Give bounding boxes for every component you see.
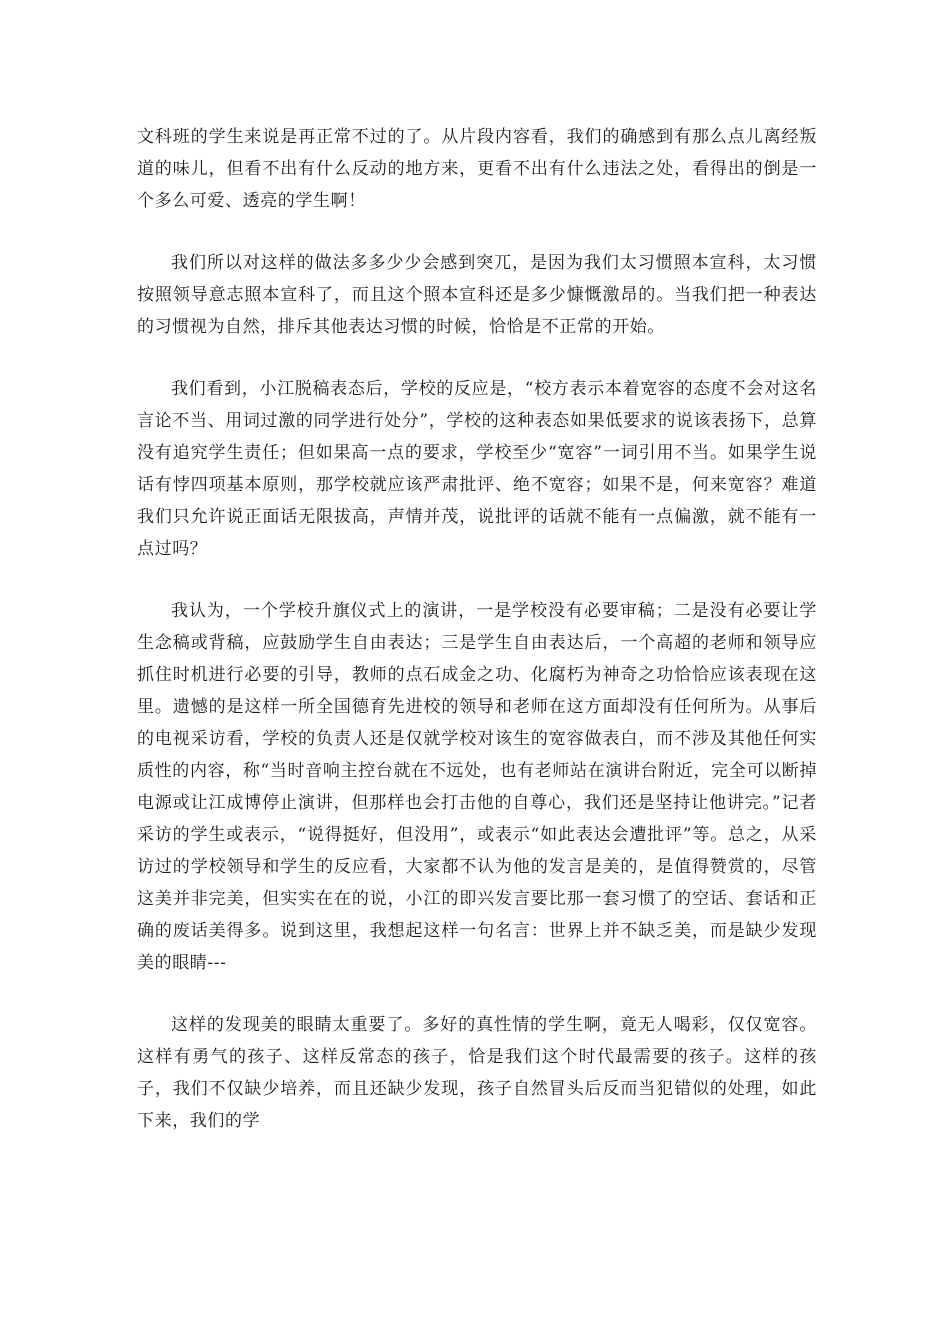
document-body [137,121,817,1167]
paragraph-3: 我们看到，小江脱稿表态后，学校的反应是，“校方表示本着宽容的态度不会对这名言论不当、用词过激的同学进行处分”，学校的这种表态如果低要求的说该表扬下，总算没有追究学生责任；但如果高一点的要求，学校至少“宽容”一词引用不当。如果学生说话有悖四项基本原则，那学校就应该严肃批评、绝不宽容；如果不是，何来宽容？难道我们只允许说正面话无限拔高，声情并茂，说批评的话就不能有一点偏激，就不能有一点过吗？ [137,379,817,559]
paragraph-4: 我认为，一个学校升旗仪式上的演讲，一是学校没有必要审稿；二是没有必要让学生念稿或背稿，应鼓励学生自由表达；三是学生自由表达后，一个高超的老师和领导应抓住时机进行必要的引导，教师的点石成金之功、化腐朽为神奇之功恰恰应该表现在这里。遗憾的是这样一所全国德育先进校的领导和老师在这方面却没有任何所为。从事后的电视采访看，学校的负责人还是仅就学校对该生的宽容做表白，而不涉及其他任何实质性的内容，称“当时音响主控台就在不远处，也有老师站在演讲台附近，完全可以断掉电源或让江成博停止演讲，但那样也会打击他的自尊心，我们还是坚持让他讲完。”记者采访的学生或表示，“说得挺好，但没用”，或表示“如此表达会遭批评”等。总之，从采访过的学校领导和学生的反应看，大家都不认为他的发言是美的，是值得赞赏的，尽管这美并非完美，但实实在在的说，小江的即兴发言要比那一套习惯了的空话、套话和正确的废话美得多。说到这里，我想起这样一句名言：世界上并不缺乏美，而是缺少发现美的眼睛--- [137,601,817,973]
paragraph-1: 文科班的学生来说是再正常不过的了。从片段内容看，我们的确感到有那么点儿离经叛道的味儿，但看不出有什么反动的地方来，更看不出有什么违法之处，看得出的倒是一个多么可爱、透亮的学生啊！ [137,127,817,211]
paragraph-2: 我们所以对这样的做法多多少少会感到突兀，是因为我们太习惯照本宣科，太习惯按照领导意志照本宣科了，而且这个照本宣科还是多少慷慨激昂的。当我们把一种表达的习惯视为自然，排斥其他表达习惯的时候，恰恰是不正常的开始。 [137,253,817,337]
paragraph-5: 这样的发现美的眼睛太重要了。多好的真性情的学生啊，竟无人喝彩，仅仅宽容。这样有勇气的孩子、这样反常态的孩子，恰是我们这个时代最需要的孩子。这样的孩子，我们不仅缺少培养，而且还缺少发现，孩子自然冒头后反而当犯错似的处理，如此下来，我们的学 [137,1015,817,1131]
